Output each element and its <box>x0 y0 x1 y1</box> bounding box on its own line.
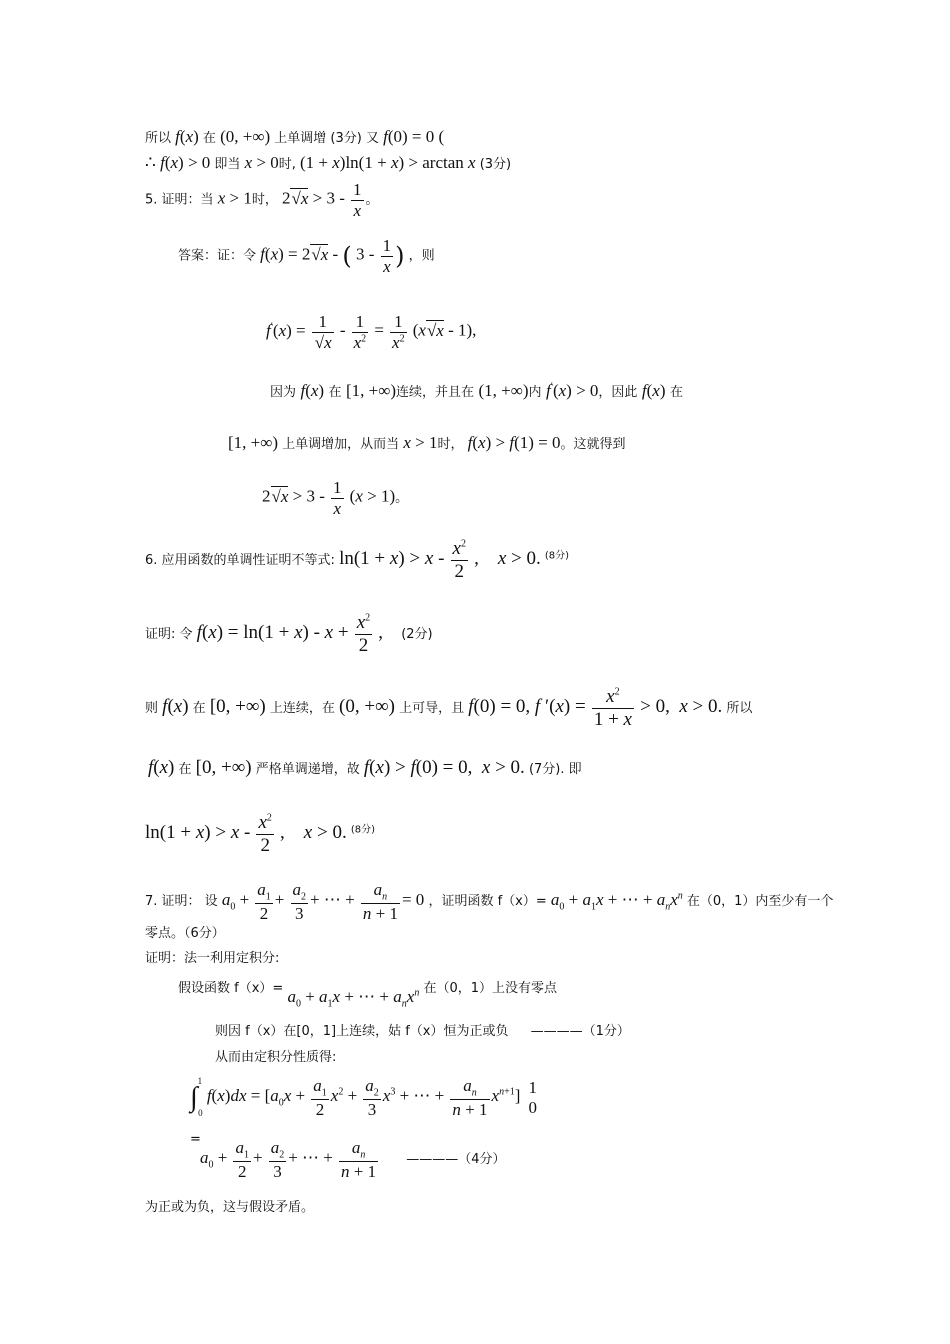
text: 时， <box>437 437 464 452</box>
text: 6. 应用函数的单调性证明不等式: <box>145 552 335 568</box>
problem-7-sum: $a_0$ + $\frac{a_1}{2}$ + $\frac{a_2}{3}$ + ⋯ + $\frac{a_n}{n + 1}$ ————（4分） <box>200 1138 506 1181</box>
problem-6-increasing: f(x) 在 [0, +∞) 严格单调递增，故 f(x) > f(0) = 0, x > 0. (7分). 即 <box>148 757 582 778</box>
problem-7-method <box>145 951 279 967</box>
problem-7-assume: 假设函数 $f(x)= a_0 + a_1x$ + ⋯ + $a_nx^n$ 在（0，1）上没有零点 <box>178 981 557 1010</box>
text: 证明: 令 <box>145 626 193 642</box>
text: 在（0，1）内至少有一个 <box>686 894 834 910</box>
problem-6-continuity: 则 f(x) 在 [0, +∞) 上连续，在 (0, +∞) 上可导，且 f(0) = 0, f ′(x) = $\frac{x^2}{1 + x}$ > 0, x > 0. 所以 <box>145 686 753 730</box>
problem-5-because: 因为 f(x) 在 [1, +∞)连续，并且在 (1, +∞)内 f′(x) > 0，因此 f(x) 在 <box>270 381 683 400</box>
line-monotone: 所以 f(x) 在 (0, +∞) 上单调增 (3分) 又 f(0) = 0 ( <box>145 127 445 146</box>
problem-5-answer: 答案：证：令 f(x) = 2√x - ( 3 - $\frac{1}{x}$ ) ，则 <box>178 236 435 276</box>
text: 在 <box>328 385 342 400</box>
text: (8分) <box>544 550 570 562</box>
problem-5-increasing: [1, +∞) 上单调增加，从而当 x > 1时， f(x) > f(1) = 0。这就得到 <box>228 433 626 452</box>
text: 因为 <box>270 385 297 400</box>
text: 连续，并且在 <box>396 385 475 400</box>
text: (3分) <box>479 157 512 172</box>
problem-7-zero <box>145 926 225 942</box>
problem-7-statement: 7. 证明： 设 $a_0$ + $\frac{a_1}{2}$ + $\frac{a_2}{3}$ + ⋯ + $\frac{a_n}{n + 1}$ = 0 ，证明函数 $f(x)= a_0 + a_1x$ + ⋯ + $a_nx^n$ 在（0，1）内至少有一个 <box>145 880 834 923</box>
text: ，则 <box>408 248 435 264</box>
problem-5-result: 2√x > 3 - $\frac{1}{x}$ (x > 1)。 <box>262 478 409 518</box>
text: 在 <box>202 131 216 146</box>
text: 时, <box>278 157 296 172</box>
text: 时， <box>251 192 278 208</box>
line-therefore: ∴ f(x) > 0 即当 x > 0时, (1 + x)ln(1 + x) > arctan x (3分) <box>145 153 512 172</box>
text: 上连续，在 <box>269 700 335 716</box>
text: 则因 f（x）在[0，1]上连续，姑 f（x）恒为正或负 <box>215 1024 509 1039</box>
problem-7-integral: ∫$^1$0 $f(x)dx = [a_0x$ + $\frac{a_1}{2}$ $x^2$ + $\frac{a_2}{3}$ $x^3$ + ⋯ + $\frac{a_n}{n + 1}$ $x^{n+1}$] 1 0 <box>190 1076 538 1119</box>
problem-6-statement: 6. 应用函数的单调性证明不等式: ln(1 + x) > x - $\frac{x^2}{2}$ , x > 0. $^{(8分)}$ <box>145 538 570 582</box>
text: 。这就得到 <box>560 437 626 452</box>
text: (2分) <box>401 626 433 642</box>
text: 证明：法一利用定积分: <box>145 951 280 966</box>
text: (3分) 又 <box>330 131 379 146</box>
problem-5-derivative: f′(x) = $\frac{1}{√x}$ - $\frac{1}{x^2}$ = $\frac{1}{x^2}$ (x√x - 1), <box>266 312 477 352</box>
problem-5-statement: 5. 证明：当 x > 1时， 2√x > 3 - $\frac{1}{x}$ 。 <box>145 180 379 220</box>
problem-7-property <box>215 1050 336 1066</box>
text: (7分). 即 <box>528 762 582 777</box>
text: = <box>190 1132 201 1147</box>
text: 在 <box>192 700 206 716</box>
problem-6-result: ln(1 + x) > x - $\frac{x^2}{2}$ , x > 0. $^{(8分)}$ <box>145 812 376 856</box>
text: ————（1分） <box>530 1024 630 1039</box>
text: ，因此 <box>598 385 638 400</box>
text: 为正或为负，这与假设矛盾。 <box>145 1200 315 1215</box>
text: 5. 证明：当 <box>145 192 214 208</box>
text: 从而由定积分性质得: <box>215 1050 337 1065</box>
text: 在 <box>669 385 683 400</box>
text: 严格单调递增，故 <box>255 762 360 777</box>
text: 在 <box>178 762 192 777</box>
text: 。 <box>365 192 379 208</box>
text: (8分) <box>350 824 376 836</box>
text: 上单调增 <box>274 131 327 146</box>
text: ————（4分） <box>406 1152 506 1168</box>
problem-7-conclusion <box>145 1200 314 1216</box>
text: 即当 <box>214 157 241 172</box>
text: 7. 证明： 设 <box>145 894 218 910</box>
text: 上单调增加，从而当 <box>282 437 400 452</box>
text: 。 <box>395 490 409 506</box>
text: 零点。（6分） <box>145 926 225 941</box>
text: 答案：证：令 <box>178 248 257 264</box>
text: ，证明函数 f（x）= <box>428 894 547 910</box>
text: 上可导，且 <box>399 700 465 716</box>
text: 所以 <box>145 131 172 146</box>
text: 内 <box>528 385 542 400</box>
text: 则 <box>145 700 159 716</box>
problem-6-let: 证明: 令 f(x) = ln(1 + x) - x + $\frac{x^2}{2}$ , (2分) <box>145 612 433 656</box>
problem-7-continuous <box>215 1024 630 1040</box>
text: 假设函数 f（x）= <box>178 981 284 996</box>
text: 在（0，1）上没有零点 <box>423 981 557 996</box>
text: 所以 <box>726 700 753 716</box>
